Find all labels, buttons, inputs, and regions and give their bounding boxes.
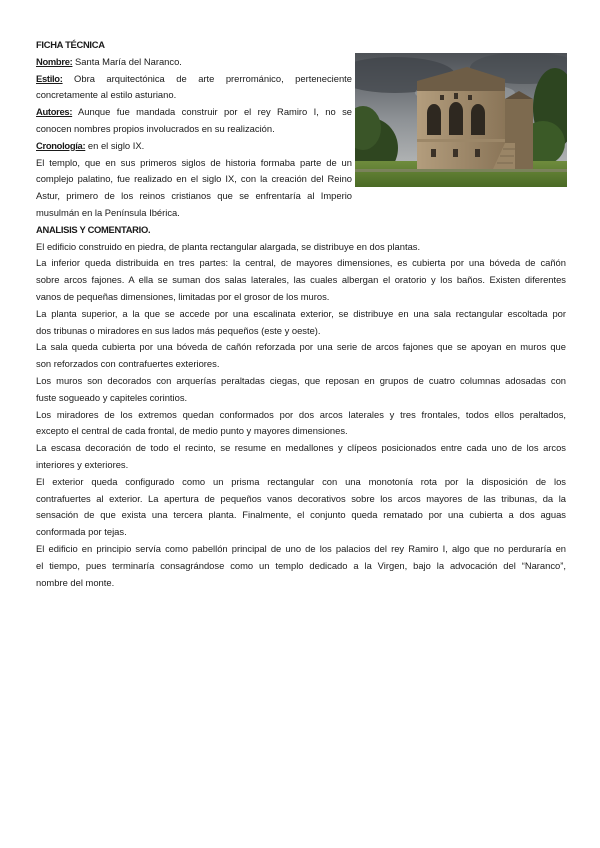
analisis-line: interiores y exteriores. <box>36 458 129 470</box>
analisis-line: El edificio en principio servía como pabellón principal de uno de los palacios del rey Ramiro I, algo que no perduraría en <box>36 542 566 554</box>
autores-line-1 <box>36 104 352 121</box>
templo-line-3: Astur, primero de los reinos cristianos que se enfrentaría al Imperio <box>36 190 352 202</box>
analisis-line: contrafuertes al exterior. La apertura de pequeños vanos decorativos sobre los arcos mayores de las tribunas, da la <box>36 492 566 504</box>
analisis-line: La sala queda cubierta por una bóveda de cañón reforzada por una serie de arcos fajones que se apoyan en muros que <box>36 341 566 353</box>
templo-line-4: musulmán en la Península Ibérica. <box>36 206 180 218</box>
analisis-line: El edificio construido en piedra, de planta rectangular alargada, se distribuye en dos plantas. <box>36 240 421 252</box>
analisis-line: fuste sogueado y capiteles corintios. <box>36 391 188 403</box>
nombre-value: Santa María del Naranco. <box>72 55 182 67</box>
nombre-label: Nombre: <box>36 55 73 67</box>
analisis-line: excepto el central de cada frontal, de medio punto y mayores dimensiones. <box>36 425 348 437</box>
analisis-line: La inferior queda distribuida en tres partes: la central, de mayores dimensiones, es cubierta por una bóveda de cañón <box>36 257 566 269</box>
templo-line-1: El templo, que en sus primeros siglos de historia formaba parte de un <box>36 156 352 168</box>
analisis-body <box>36 239 566 592</box>
analisis-line: son reforzados con contrafuertes exteriores. <box>36 358 220 370</box>
estilo-label: Estilo: <box>36 72 63 84</box>
estilo-line-2: concretamente al estilo asturiano. <box>36 89 177 101</box>
templo-line-2: complejo palatino, fue realizado en el siglo IX, con la creación del Reino <box>36 173 352 185</box>
analisis-line: nombre del monte. <box>36 576 115 588</box>
autores-line-2: conocen nombres propios involucrados en su realización. <box>36 122 275 134</box>
analisis-title: ANALISIS Y COMENTARIO. <box>36 223 151 235</box>
analisis-line: La escasa decoración de todo el recinto, se resume en medallones y clípeos posicionados entre cada uno de los arcos <box>36 442 566 454</box>
autores-text-1: Aunque fue mandada construir por el rey Ramiro I, no se <box>72 106 352 118</box>
autores-label: Autores: <box>36 106 73 118</box>
analisis-line: conformada por tejas. <box>36 526 127 538</box>
analisis-line: sobre arcos fajones. A ella se suman dos salas laterales, las cuales albergan el oratorio y los baños. Existen diferentes <box>36 274 566 286</box>
cronologia-label: Cronología: <box>36 139 86 151</box>
ficha-title: FICHA TÉCNICA <box>36 39 105 50</box>
analisis-line: el tiempo, pues terminaría consagrándose como un templo dedicado a la Virgen, bajo la advocación del “Naranco”, <box>36 559 566 571</box>
analisis-line: dos tribunas o miradores en sus lados más pequeños (este y oeste). <box>36 324 321 336</box>
analisis-line: La planta superior, a la que se accede por una escalinata exterior, se distribuye en una sala rectangular escoltada por <box>36 307 566 319</box>
analisis-line: vanos de pequeñas dimensiones, limitadas por el grosor de los muros. <box>36 290 330 302</box>
analisis-line: El exterior queda configurado como un prisma rectangular con una monotonía rota por la disposición de los <box>36 475 566 487</box>
analisis-line: Los muros son decorados con arquerías peraltadas ciegas, que reposan en grupos de cuatro columnas adosadas con <box>36 374 566 386</box>
cronologia-line <box>36 138 352 155</box>
cronologia-value: en el siglo IX. <box>85 139 145 151</box>
church-photo <box>355 53 567 187</box>
estilo-line-1 <box>36 71 352 88</box>
estilo-text-1: Obra arquitectónica de arte prerrománico, perteneciente <box>62 72 352 84</box>
analisis-line: Los miradores de los extremos quedan conformados por dos arcos laterales y tres frontales, todos ellos peraltados, <box>36 408 566 420</box>
nombre-line <box>36 54 352 71</box>
analisis-line: sensación de que exista una tercera planta. Finalmente, el conjunto queda rematado por una cubierta a dos aguas <box>36 509 566 521</box>
